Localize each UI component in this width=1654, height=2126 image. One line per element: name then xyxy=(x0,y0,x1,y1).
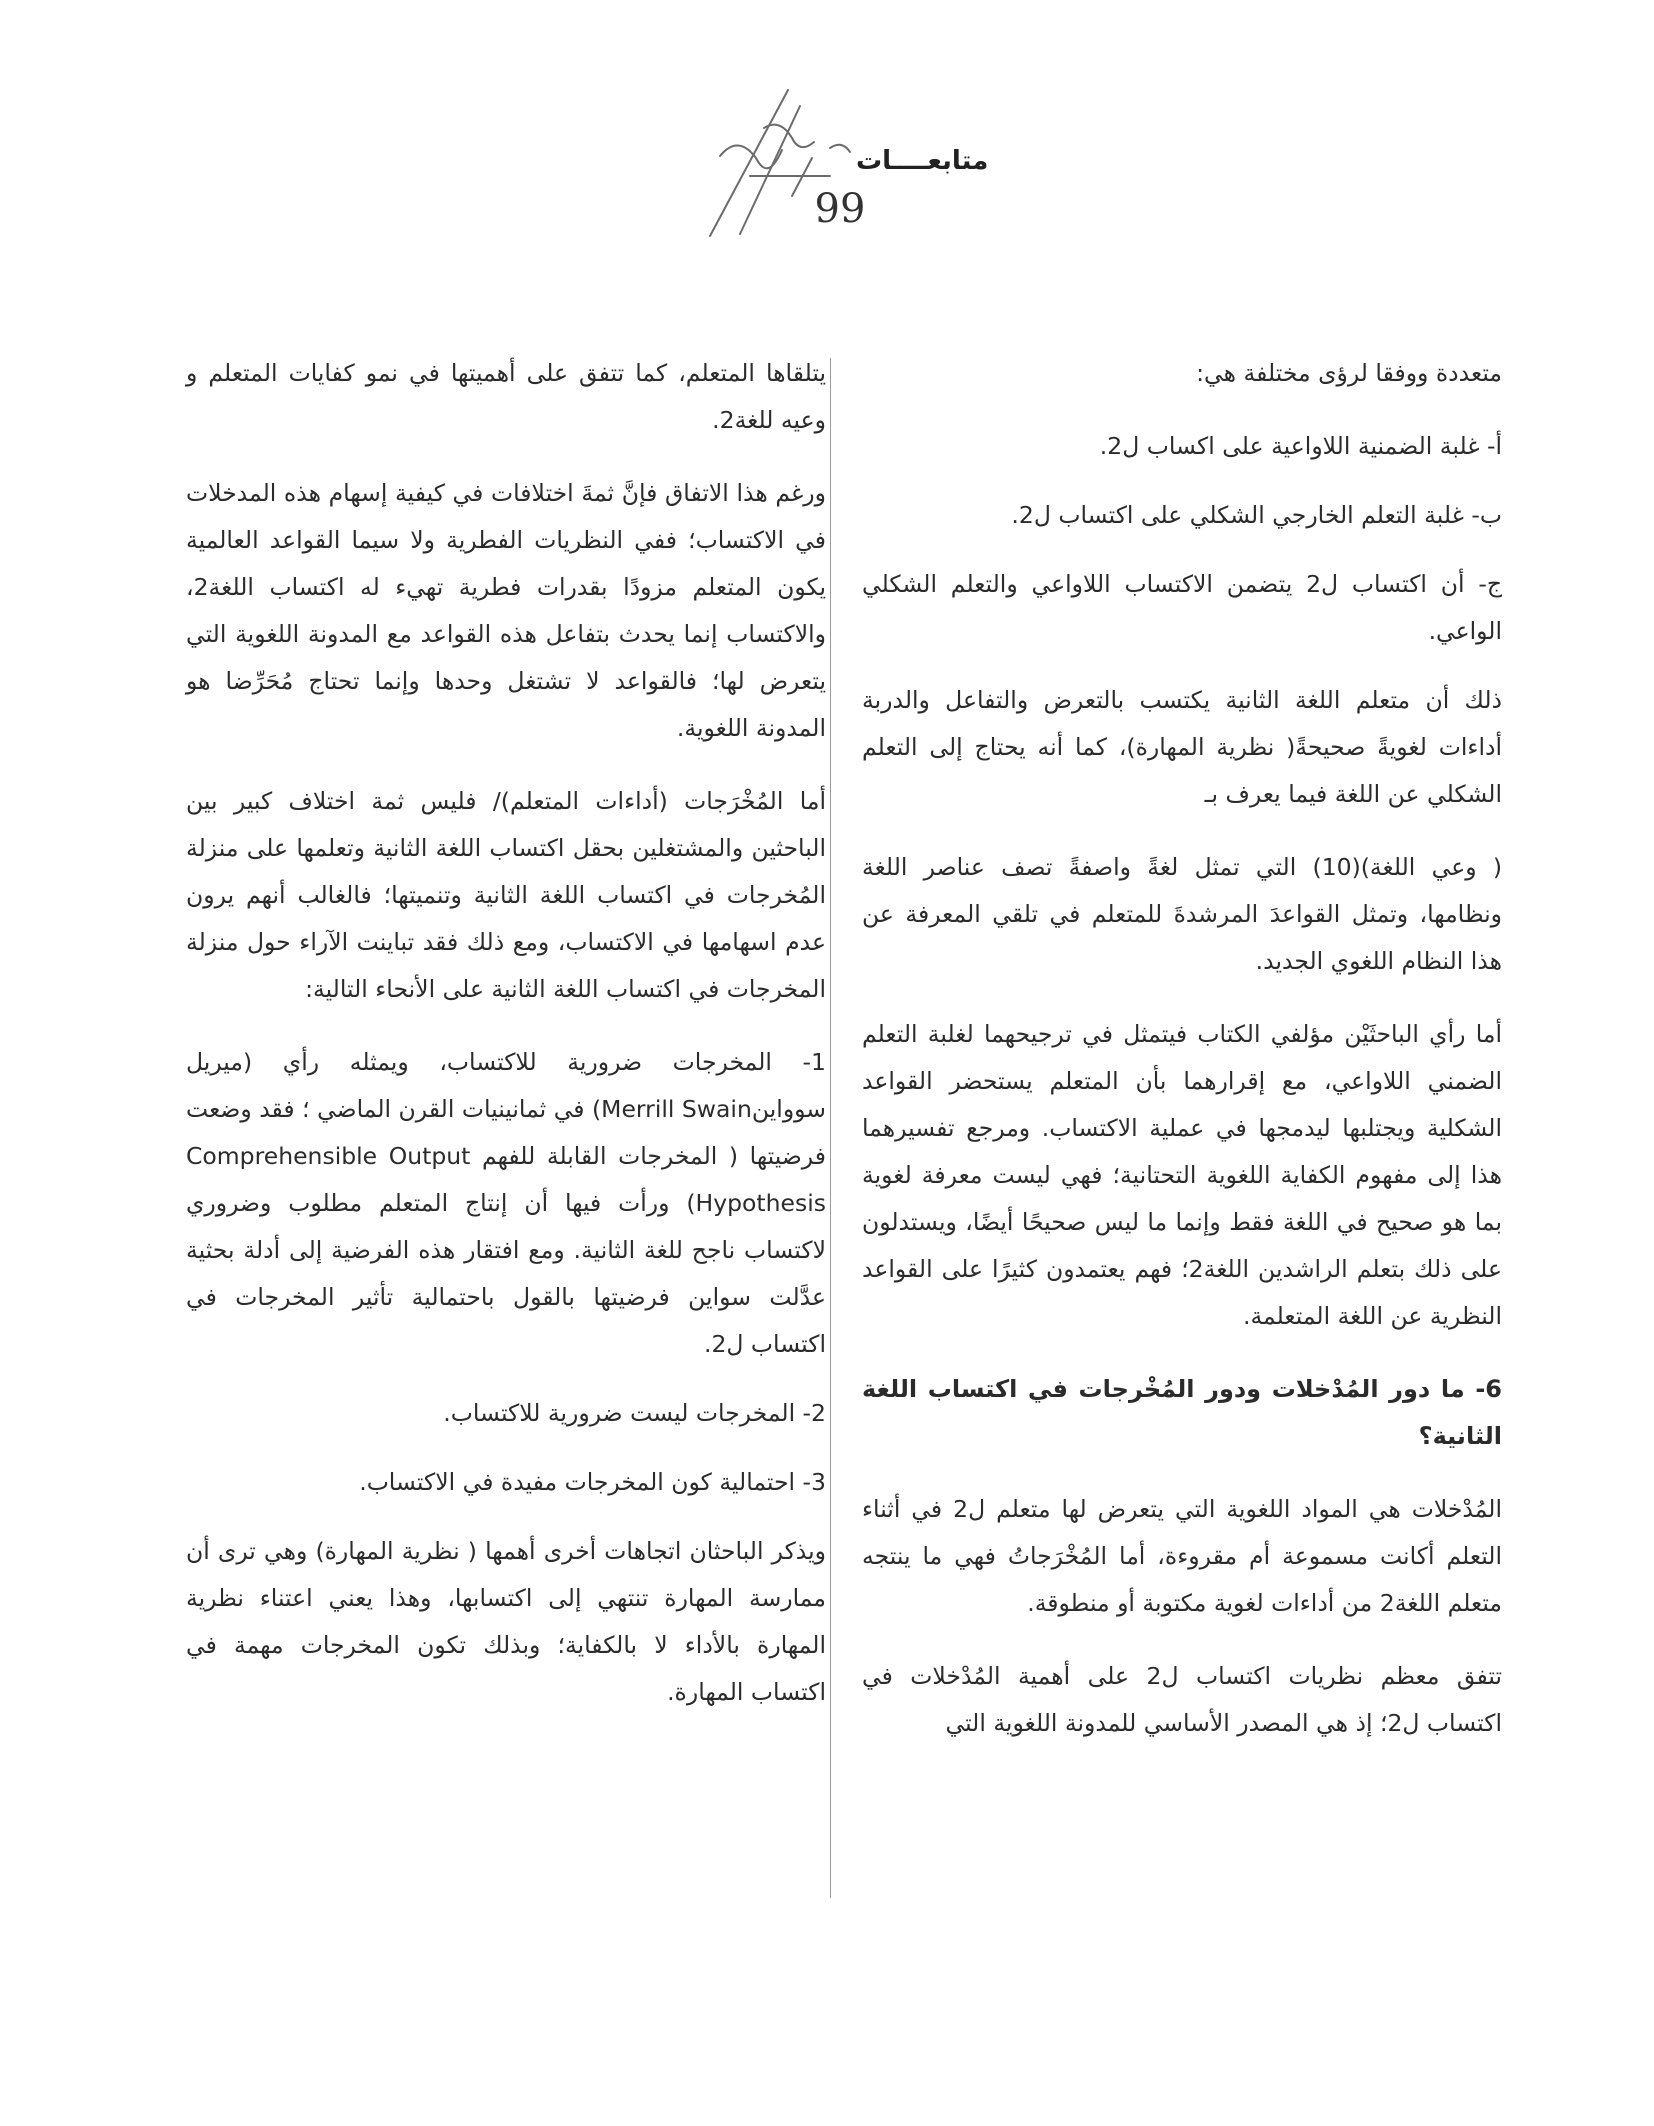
paragraph: تتفق معظم نظريات اكتساب ل2 على أهمية المُدْخلات في اكتساب ل2؛ إذ هي المصدر الأساسي للمدونة اللغوية التي xyxy=(862,1662,1502,1737)
section-label: متابعــــات xyxy=(856,146,989,176)
paragraph: يتلقاها المتعلم، كما تتفق على أهميتها في نمو كفايات المتعلم و وعيه للغة2. xyxy=(186,359,826,434)
left-column xyxy=(186,350,826,1742)
paragraph: المُدْخلات هي المواد اللغوية التي يتعرض لها متعلم ل2 في أثناء التعلم أكانت مسموعة أم مقروءة، أما المُخْرَجاتُ فهي ما ينتجه متعلم اللغة2 من أداءات لغوية مكتوبة أو منطوقة. xyxy=(862,1495,1502,1617)
list-item: ج- أن اكتساب ل2 يتضمن الاكتساب اللاواعي والتعلم الشكلي الواعي. xyxy=(862,570,1502,645)
right-column xyxy=(862,350,1502,1773)
paragraph: أما رأي الباحثَيْن مؤلفي الكتاب فيتمثل في ترجيحهما لغلبة التعلم الضمني اللاواعي، مع إقرارهما بأن المتعلم يستحضر القواعد الشكلية ويجتلبها ليدمجها في عملية الاكتساب. ومرجع تفسيرهما هذا إلى مفهوم الكفاية اللغوية التحتانية؛ فهي ليست معرفة لغوية بما هو صحيح في اللغة فقط وإنما ما ليس صحيحًا أيضًا، ويستدلون على ذلك بتعلم الراشدين اللغة2؛ فهم يعتمدون كثيرًا على القواعد النظرية عن اللغة المتعلمة. xyxy=(862,1020,1502,1330)
paragraph: ( وعي اللغة)(10) التي تمثل لغةً واصفةً تصف عناصر اللغة ونظامها، وتمثل القواعدَ المرشدةَ للمتعلم في تلقي المعرفة عن هذا النظام اللغوي الجديد. xyxy=(862,853,1502,975)
section-heading: 6- ما دور المُدْخلات ودور المُخْرجات في اكتساب اللغة الثانية؟ xyxy=(862,1375,1502,1450)
list-item: 1- المخرجات ضرورية للاكتساب، ويمثله رأي (ميريل سوواينMerrill Swain) في ثمانينيات القرن الماضي ؛ فقد وضعت فرضيتها ( المخرجات القابلة للفهم Comprehensible Output Hypothesis) ورأت فيها أن إنتاج المتعلم مطلوب وضروري لاكتساب ناجح للغة الثانية. ومع افتقار هذه الفرضية إلى أدلة بحثية عدَّلت سواين فرضيتها بالقول باحتمالية تأثير المخرجات في اكتساب ل2. xyxy=(186,1048,826,1358)
column-divider xyxy=(830,358,831,1898)
page-header xyxy=(0,88,1654,248)
page-number: 99 xyxy=(814,186,866,232)
paragraph: ويذكر الباحثان اتجاهات أخرى أهمها ( نظرية المهارة) وهي ترى أن ممارسة المهارة تنتهي إلى اكتسابها، وهذا يعني اعتناء نظرية المهارة بالأداء لا بالكفاية؛ وبذلك تكون المخرجات مهمة في اكتساب المهارة. xyxy=(186,1537,826,1706)
paragraph: ذلك أن متعلم اللغة الثانية يكتسب بالتعرض والتفاعل والدربة أداءات لغويةً صحيحةً( نظرية المهارة)، كما أنه يحتاج إلى التعلم الشكلي عن اللغة فيما يعرف بـ xyxy=(862,686,1502,808)
list-item: 2- المخرجات ليست ضرورية للاكتساب. xyxy=(443,1399,826,1427)
list-item: 3- احتمالية كون المخرجات مفيدة في الاكتساب. xyxy=(359,1468,826,1496)
paragraph: ورغم هذا الاتفاق فإنَّ ثمةَ اختلافات في كيفية إسهام هذه المدخلات في الاكتساب؛ ففي النظريات الفطرية ولا سيما القواعد العالمية يكون المتعلم مزودًا بقدرات فطرية تهيء له اكتساب اللغة2، والاكتساب إنما يحدث بتفاعل هذه القواعد مع المدونة اللغوية التي يتعرض لها؛ فالقواعد لا تشتغل وحدها وإنما تحتاج مُحَرِّضا هو المدونة اللغوية. xyxy=(186,479,826,742)
paragraph: متعددة ووفقا لرؤى مختلفة هي: xyxy=(1196,359,1502,387)
paragraph: أما المُخْرَجات (أداءات المتعلم)/ فليس ثمة اختلاف كبير بين الباحثين والمشتغلين بحقل اكتساب اللغة الثانية وتعلمها على منزلة المُخرجات في اكتساب اللغة الثانية وتنميتها؛ فالغالب أنهم يرون عدم اسهامها في الاكتساب، ومع ذلك فقد تباينت الآراء حول منزلة المخرجات في اكتساب اللغة الثانية على الأنحاء التالية: xyxy=(186,787,826,1003)
list-item: أ- غلبة الضمنية اللاواعية على اكساب ل2. xyxy=(1099,432,1502,460)
list-item: ب- غلبة التعلم الخارجي الشكلي على اكتساب ل2. xyxy=(1011,501,1502,529)
